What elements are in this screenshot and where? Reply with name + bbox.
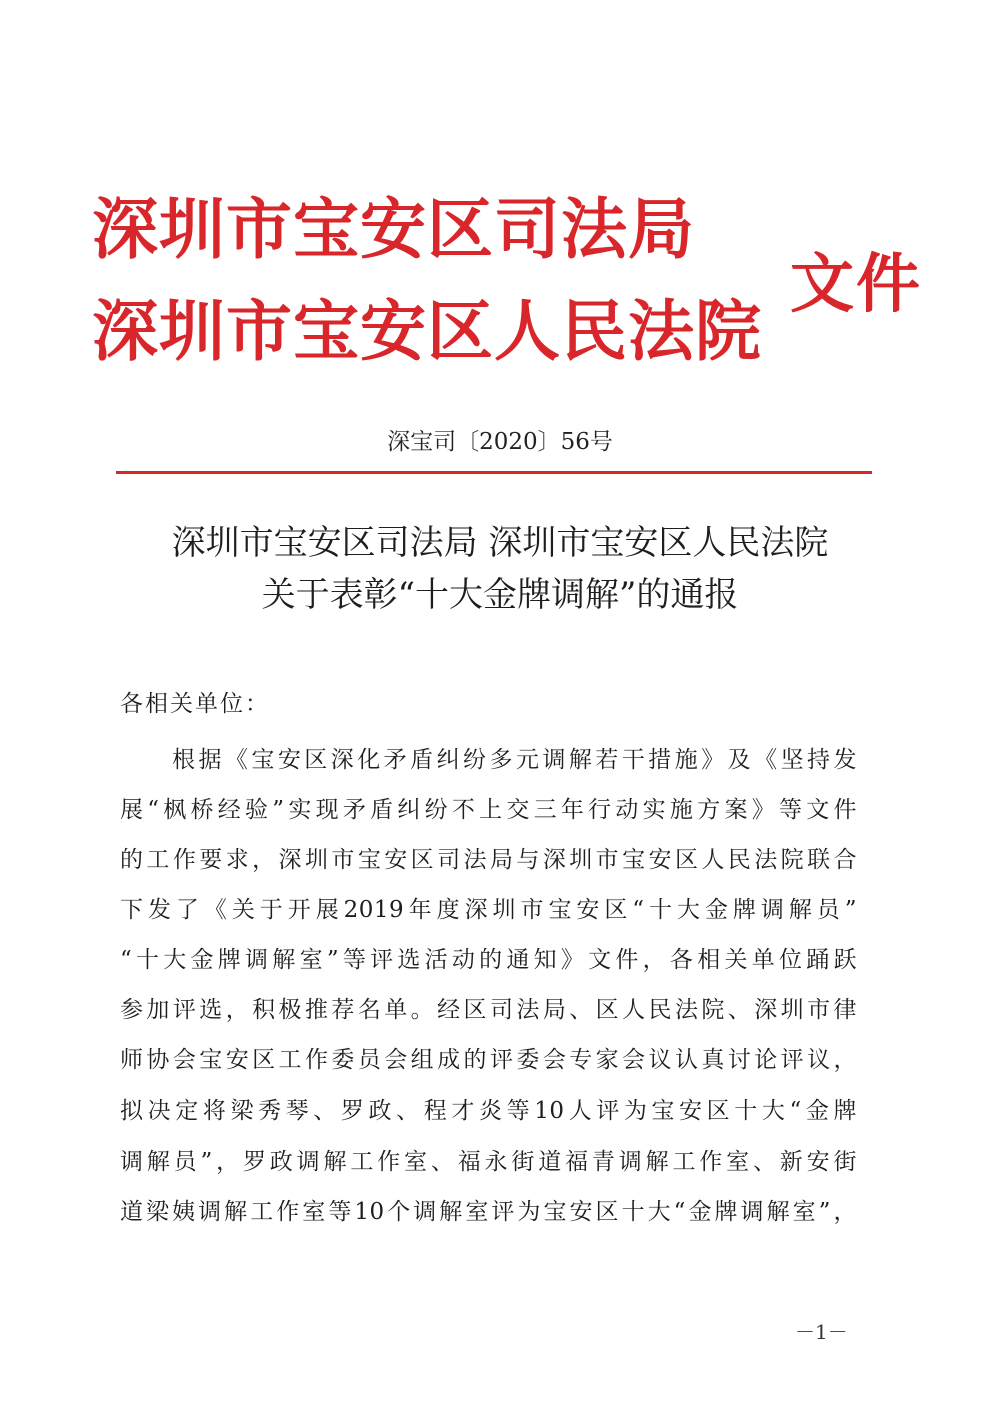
document-title-line-1: 深圳市宝安区司法局 深圳市宝安区人民法院 — [171, 523, 829, 563]
body-line: 下发了《关于开展2019年度深圳市宝安区“十大金牌调解员” — [120, 897, 857, 923]
page-number: －1－ — [795, 1320, 848, 1344]
issuer-peoples-court: 深圳市宝安区人民法院 — [92, 293, 762, 370]
body-line: 道梁姨调解工作室等10个调解室评为宝安区十大“金牌调解室”， — [120, 1199, 857, 1225]
body-line: “十大金牌调解室”等评选活动的通知》文件，各相关单位踊跃 — [120, 947, 857, 973]
body-line: 参加评选，积极推荐名单。经区司法局、区人民法院、深圳市律 — [120, 997, 857, 1023]
body-line: 拟决定将梁秀琴、罗政、程才炎等10人评为宝安区十大“金牌 — [120, 1098, 857, 1124]
body-line: 调解员”，罗政调解工作室、福永街道福青调解工作室、新安街 — [120, 1149, 857, 1175]
body-line: 展“枫桥经验”实现矛盾纠纷不上交三年行动实施方案》等文件 — [120, 797, 857, 823]
red-separator-line — [116, 471, 872, 474]
salutation: 各相关单位： — [120, 691, 270, 717]
document-title-line-2: 关于表彰“十大金牌调解”的通报 — [261, 575, 739, 615]
file-label: 文件 — [790, 248, 922, 322]
body-line: 师协会宝安区工作委员会组成的评委会专家会议认真讨论评议， — [120, 1047, 857, 1073]
body-line: 根据《宝安区深化矛盾纠纷多元调解若干措施》及《坚持发 — [172, 747, 857, 773]
issuer-justice-bureau: 深圳市宝安区司法局 — [92, 191, 695, 268]
body-line: 的工作要求，深圳市宝安区司法局与深圳市宝安区人民法院联合 — [120, 847, 857, 873]
document-number: 深宝司〔2020〕56号 — [387, 429, 613, 455]
